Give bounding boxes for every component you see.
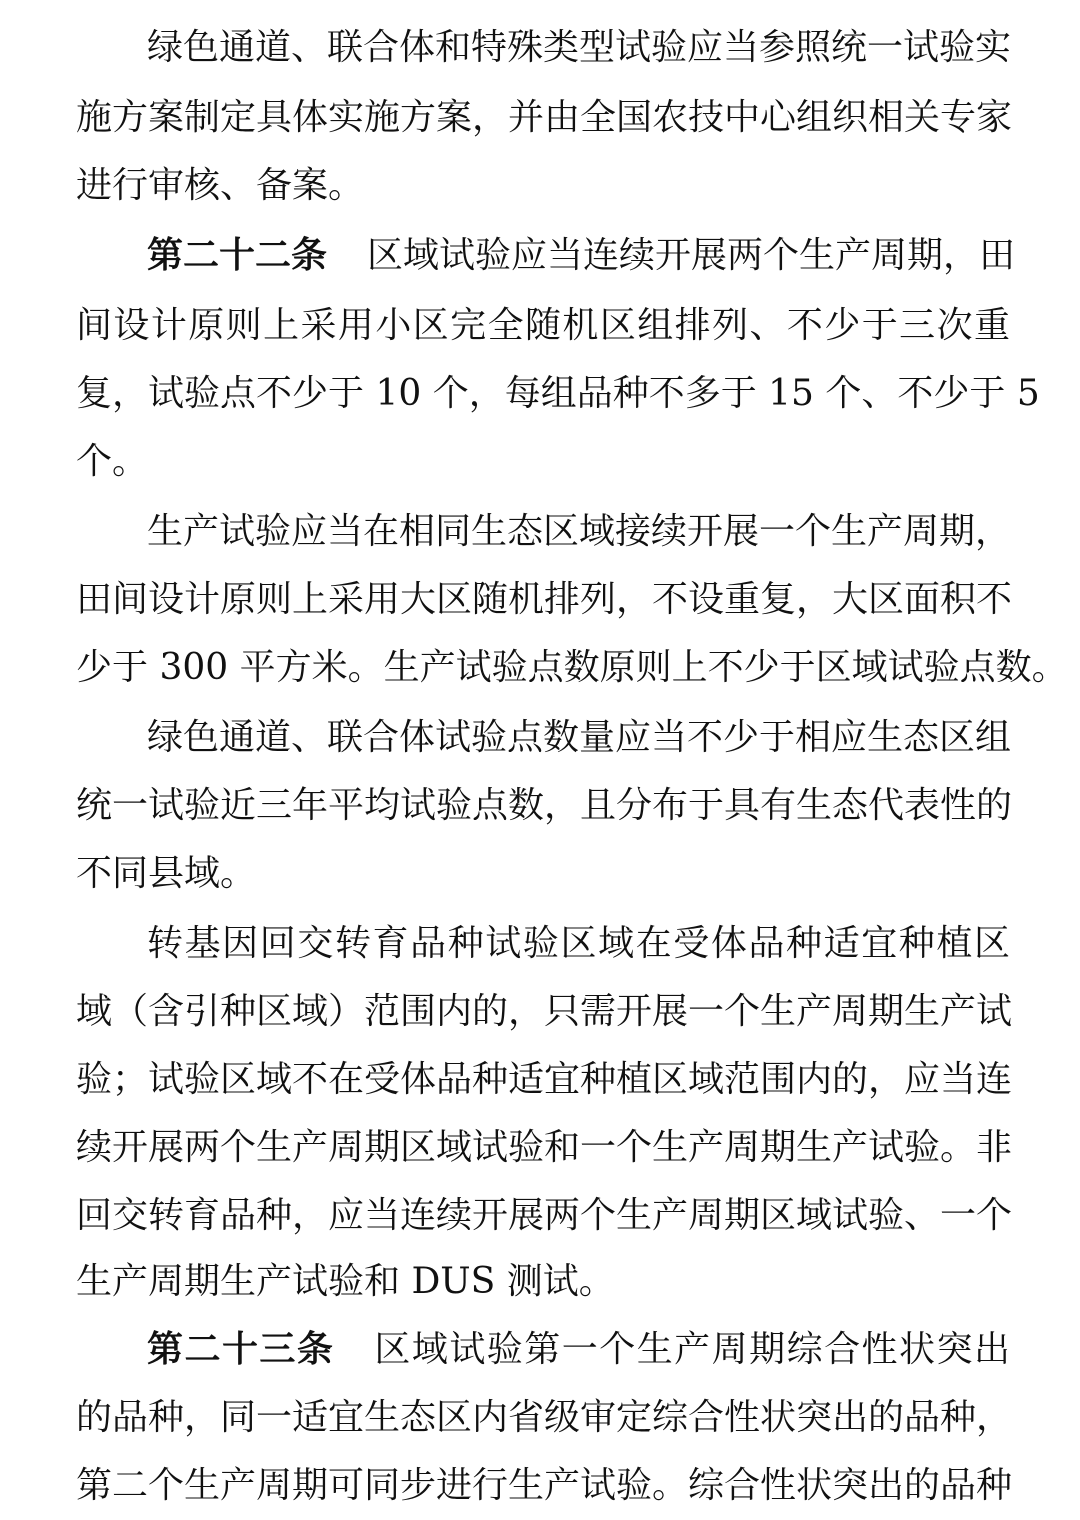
text-line: 生产周期生产试验和 DUS 测试。 [76,1261,615,1302]
text-line: 田间设计原则上采用大区随机排列，不设重复，大区面积不 [76,579,1013,620]
text-line: 生产试验应当在相同生态区域接续开展一个生产周期， [147,511,1012,552]
text-span: 区域试验第一个生产周期综合性状突出 [374,1329,1010,1370]
text-line: 续开展两个生产周期区域试验和一个生产周期生产试验。非 [76,1127,1013,1168]
article-heading: 第二十三条 [147,1329,335,1370]
text-line: 验；试验区域不在受体品种适宜种植区域范围内的，应当连 [76,1059,1013,1100]
text-line: 绿色通道、联合体试验点数量应当不少于相应生态区组 [147,717,1012,758]
text-line: 转基因回交转育品种试验区域在受体品种适宜种植区 [147,923,1010,964]
text-line: 间设计原则上采用小区完全随机区组排列、不少于三次重 [76,305,1010,346]
text-line: 复，试验点不少于 10 个，每组品种不多于 15 个、不少于 5 [76,373,1040,414]
article-heading: 第二十二条 [147,235,328,276]
text-line: 的品种，同一适宜生态区内省级审定综合性状突出的品种， [76,1397,1013,1438]
article-22-first-line [147,226,1016,286]
article-23-first-line [147,1320,1010,1380]
text-line: 域（含引种区域）范围内的，只需开展一个生产周期生产试 [76,991,1013,1032]
text-line: 施方案制定具体实施方案，并由全国农技中心组织相关专家 [76,97,1013,138]
text-line: 少于 300 平方米。生产试验点数原则上不少于区域试验点数。 [76,647,1068,688]
text-line: 不同县域。 [76,853,257,894]
text-line: 个。 [76,441,149,482]
text-line: 绿色通道、联合体和特殊类型试验应当参照统一试验实 [147,27,1012,68]
text-span: 区域试验应当连续开展两个生产周期，田 [367,235,1016,276]
text-line: 回交转育品种，应当连续开展两个生产周期区域试验、一个 [76,1195,1013,1236]
text-line: 第二个生产周期可同步进行生产试验。综合性状突出的品种 [76,1465,1013,1506]
text-line: 进行审核、备案。 [76,165,365,206]
text-line: 统一试验近三年平均试验点数，且分布于具有生态代表性的 [76,785,1013,826]
